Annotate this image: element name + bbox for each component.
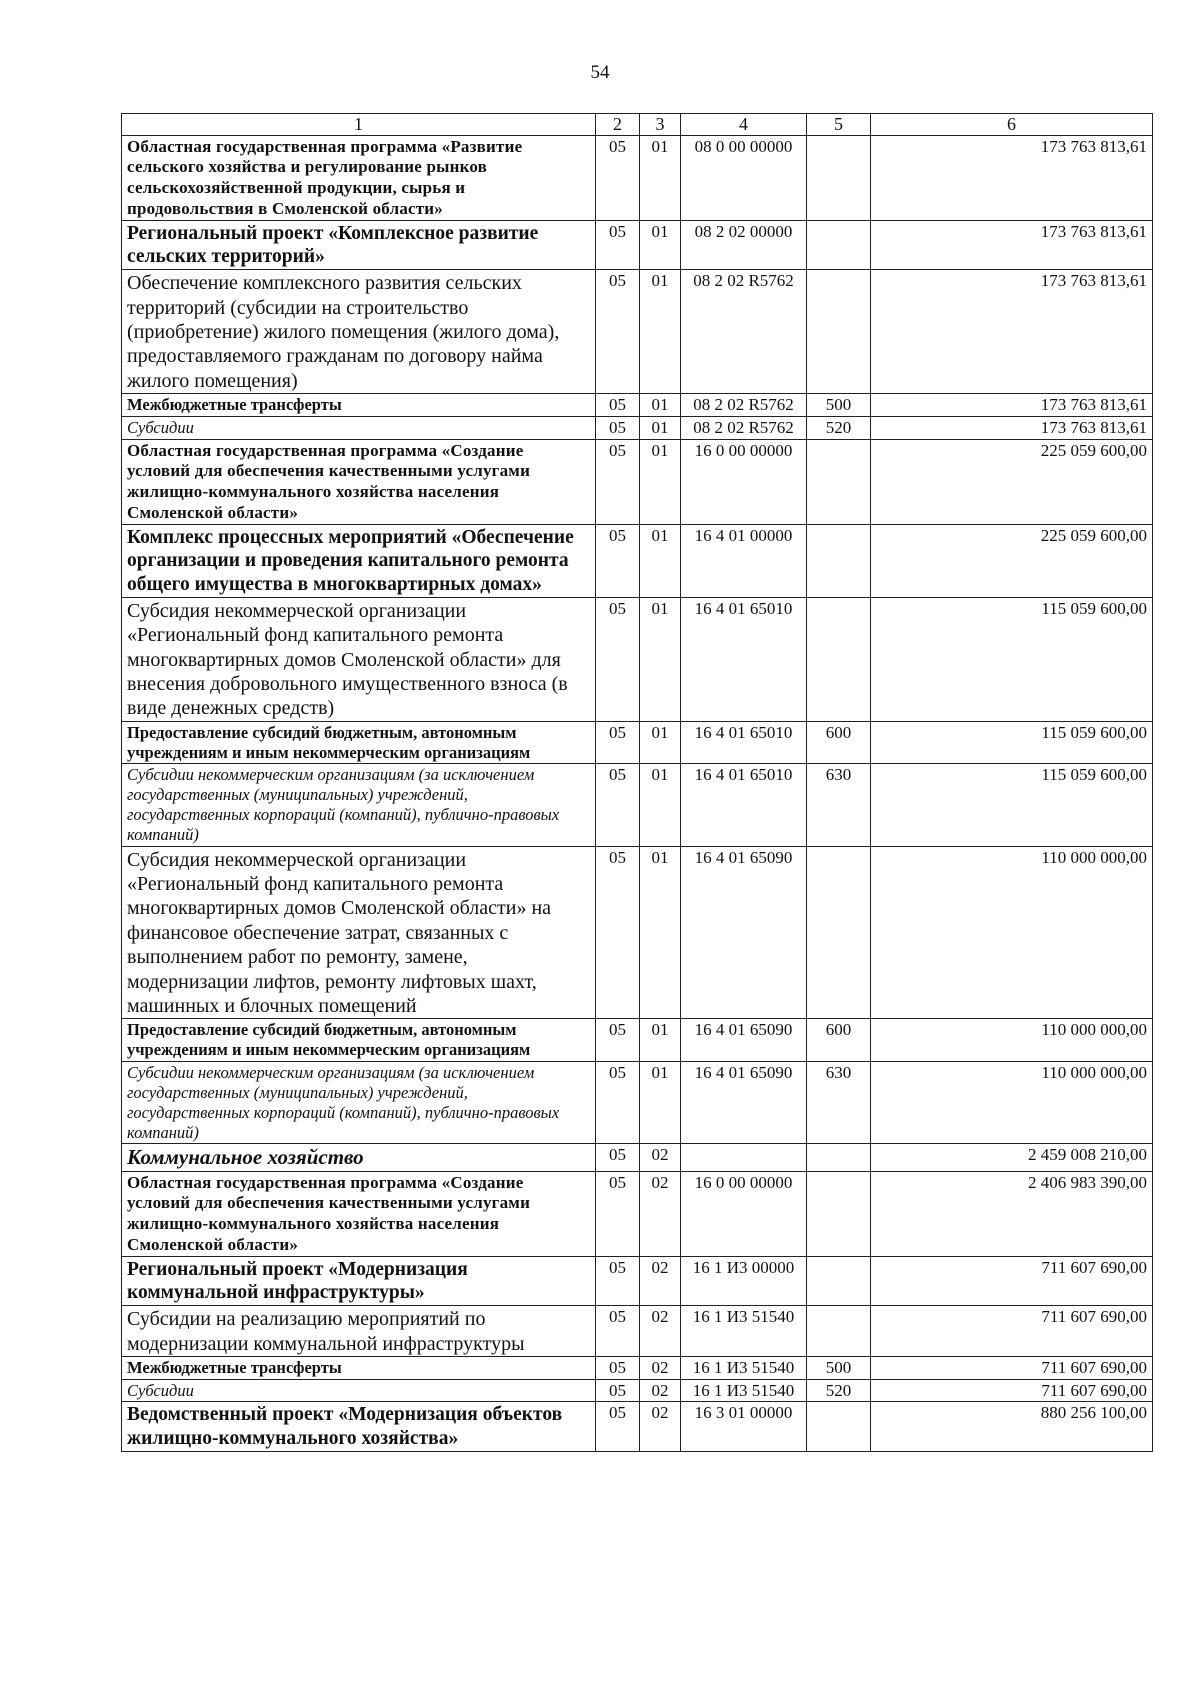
row-name-cell: Субсидии	[122, 1379, 596, 1402]
amount-cell: 225 059 600,00	[871, 439, 1153, 524]
section-code-cell: 05	[596, 1019, 640, 1061]
amount-cell: 110 000 000,00	[871, 846, 1153, 1019]
amount-cell: 2 406 983 390,00	[871, 1171, 1153, 1256]
amount-cell: 880 256 100,00	[871, 1402, 1153, 1452]
row-name-cell: Субсидии некоммерческим организациям (за исключением государственных (муниципальных) учреждений, государственных корпораций (компаний), публично-правовых компаний)	[122, 764, 596, 847]
budget-table-body	[122, 114, 1153, 1452]
subsection-code-cell: 01	[640, 135, 681, 220]
row-name-cell: Коммунальное хозяйство	[122, 1144, 596, 1172]
section-code-cell: 05	[596, 1306, 640, 1357]
amount-cell: 173 763 813,61	[871, 135, 1153, 220]
target-article-cell: 16 4 01 65090	[681, 846, 807, 1019]
expense-type-cell	[807, 439, 871, 524]
expense-type-cell	[807, 597, 871, 721]
amount-cell: 711 607 690,00	[871, 1256, 1153, 1306]
target-article-cell: 16 4 01 65090	[681, 1019, 807, 1061]
budget-table	[121, 113, 1153, 1452]
amount-cell: 2 459 008 210,00	[871, 1144, 1153, 1172]
row-name-cell: Субсидия некоммерческой организации «Региональный фонд капитального ремонта многоквартирных домов Смоленской области» на финансовое обеспечение затрат, связанных с выполнением работ по ремонту, замене, модернизации лифтов, ремонту лифтовых шахт, машинных и блочных помещений	[122, 846, 596, 1019]
row-name-cell: Субсидии	[122, 416, 596, 439]
section-code-cell: 05	[596, 597, 640, 721]
subsection-code-cell: 01	[640, 270, 681, 394]
row-name-cell: Областная государственная программа «Развитие сельского хозяйства и регулирование рынков сельскохозяйственной продукции, сырья и продовольствия в Смоленской области»	[122, 135, 596, 220]
table-row	[122, 220, 1153, 270]
subsection-code-cell: 01	[640, 416, 681, 439]
table-row	[122, 721, 1153, 763]
row-name-cell: Субсидия некоммерческой организации «Региональный фонд капитального ремонта многоквартирных домов Смоленской области» для внесения добровольного имущественного взноса (в виде денежных средств)	[122, 597, 596, 721]
row-name-cell: Региональный проект «Модернизация коммунальной инфраструктуры»	[122, 1256, 596, 1306]
expense-type-cell	[807, 270, 871, 394]
target-article-cell: 16 4 01 65010	[681, 721, 807, 763]
row-name-cell: Комплекс процессных мероприятий «Обеспечение организации и проведения капитального ремонта общего имущества в многоквартирных домах»	[122, 524, 596, 597]
row-name-cell: Областная государственная программа «Создание условий для обеспечения качественными услугами жилищно-коммунального хозяйства населения Смоленской области»	[122, 439, 596, 524]
amount-cell: 173 763 813,61	[871, 416, 1153, 439]
subsection-code-cell: 02	[640, 1306, 681, 1357]
section-code-cell: 05	[596, 416, 640, 439]
expense-type-cell	[807, 846, 871, 1019]
section-code-cell: 05	[596, 524, 640, 597]
amount-cell: 115 059 600,00	[871, 721, 1153, 763]
table-row	[122, 416, 1153, 439]
target-article-cell: 08 2 02 R5762	[681, 394, 807, 417]
header-col-1: 1	[122, 114, 596, 136]
expense-type-cell	[807, 220, 871, 270]
amount-cell: 110 000 000,00	[871, 1061, 1153, 1144]
amount-cell: 115 059 600,00	[871, 764, 1153, 847]
amount-cell: 711 607 690,00	[871, 1306, 1153, 1357]
expense-type-cell	[807, 1306, 871, 1357]
amount-cell: 711 607 690,00	[871, 1379, 1153, 1402]
amount-cell: 225 059 600,00	[871, 524, 1153, 597]
row-name-cell: Субсидии на реализацию мероприятий по модернизации коммунальной инфраструктуры	[122, 1306, 596, 1357]
expense-type-cell	[807, 1256, 871, 1306]
section-code-cell: 05	[596, 394, 640, 417]
target-article-cell: 16 0 00 00000	[681, 1171, 807, 1256]
section-code-cell: 05	[596, 1061, 640, 1144]
expense-type-cell	[807, 135, 871, 220]
target-article-cell: 16 1 И3 51540	[681, 1356, 807, 1379]
row-name-cell: Межбюджетные трансферты	[122, 1356, 596, 1379]
target-article-cell: 16 1 И3 51540	[681, 1379, 807, 1402]
subsection-code-cell: 01	[640, 597, 681, 721]
row-name-cell: Ведомственный проект «Модернизация объектов жилищно-коммунального хозяйства»	[122, 1402, 596, 1452]
header-col-2: 2	[596, 114, 640, 136]
header-col-3: 3	[640, 114, 681, 136]
target-article-cell: 08 2 02 R5762	[681, 416, 807, 439]
section-code-cell: 05	[596, 846, 640, 1019]
target-article-cell: 16 4 01 65010	[681, 764, 807, 847]
table-row	[122, 270, 1153, 394]
subsection-code-cell: 01	[640, 1019, 681, 1061]
subsection-code-cell: 02	[640, 1171, 681, 1256]
amount-cell: 110 000 000,00	[871, 1019, 1153, 1061]
section-code-cell: 05	[596, 270, 640, 394]
subsection-code-cell: 01	[640, 394, 681, 417]
section-code-cell: 05	[596, 764, 640, 847]
row-name-cell: Обеспечение комплексного развития сельских территорий (субсидии на строительство (приобретение) жилого помещения (жилого дома), предоставляемого гражданам по договору найма жилого помещения)	[122, 270, 596, 394]
target-article-cell: 08 0 00 00000	[681, 135, 807, 220]
table-row	[122, 1061, 1153, 1144]
expense-type-cell: 520	[807, 1379, 871, 1402]
section-code-cell: 05	[596, 220, 640, 270]
table-row	[122, 439, 1153, 524]
subsection-code-cell: 01	[640, 439, 681, 524]
section-code-cell: 05	[596, 721, 640, 763]
section-code-cell: 05	[596, 1356, 640, 1379]
row-name-cell: Региональный проект «Комплексное развитие сельских территорий»	[122, 220, 596, 270]
table-row	[122, 846, 1153, 1019]
table-row	[122, 597, 1153, 721]
amount-cell: 115 059 600,00	[871, 597, 1153, 721]
header-col-6: 6	[871, 114, 1153, 136]
subsection-code-cell: 02	[640, 1379, 681, 1402]
amount-cell: 173 763 813,61	[871, 220, 1153, 270]
expense-type-cell: 500	[807, 1356, 871, 1379]
expense-type-cell	[807, 1402, 871, 1452]
table-row	[122, 1256, 1153, 1306]
target-article-cell: 16 1 И3 00000	[681, 1256, 807, 1306]
subsection-code-cell: 01	[640, 220, 681, 270]
target-article-cell: 08 2 02 R5762	[681, 270, 807, 394]
amount-cell: 711 607 690,00	[871, 1356, 1153, 1379]
expense-type-cell: 630	[807, 764, 871, 847]
row-name-cell: Предоставление субсидий бюджетным, автономным учреждениям и иным некоммерческим организациям	[122, 1019, 596, 1061]
target-article-cell: 16 4 01 00000	[681, 524, 807, 597]
subsection-code-cell: 02	[640, 1356, 681, 1379]
target-article-cell: 16 0 00 00000	[681, 439, 807, 524]
table-row	[122, 394, 1153, 417]
subsection-code-cell: 01	[640, 524, 681, 597]
expense-type-cell	[807, 1171, 871, 1256]
subsection-code-cell: 02	[640, 1402, 681, 1452]
subsection-code-cell: 01	[640, 846, 681, 1019]
subsection-code-cell: 01	[640, 764, 681, 847]
target-article-cell: 16 1 И3 51540	[681, 1306, 807, 1357]
expense-type-cell: 500	[807, 394, 871, 417]
row-name-cell: Субсидии некоммерческим организациям (за исключением государственных (муниципальных) учреждений, государственных корпораций (компаний), публично-правовых компаний)	[122, 1061, 596, 1144]
expense-type-cell: 600	[807, 1019, 871, 1061]
table-row	[122, 135, 1153, 220]
section-code-cell: 05	[596, 1402, 640, 1452]
expense-type-cell: 600	[807, 721, 871, 763]
table-row	[122, 1306, 1153, 1357]
section-code-cell: 05	[596, 135, 640, 220]
table-row	[122, 1402, 1153, 1452]
subsection-code-cell: 02	[640, 1256, 681, 1306]
section-code-cell: 05	[596, 1171, 640, 1256]
target-article-cell: 16 4 01 65010	[681, 597, 807, 721]
page-number: 54	[590, 62, 610, 83]
row-name-cell: Межбюджетные трансферты	[122, 394, 596, 417]
subsection-code-cell: 02	[640, 1144, 681, 1172]
subsection-code-cell: 01	[640, 721, 681, 763]
table-row	[122, 1356, 1153, 1379]
expense-type-cell	[807, 524, 871, 597]
section-code-cell: 05	[596, 439, 640, 524]
section-code-cell: 05	[596, 1144, 640, 1172]
header-col-4: 4	[681, 114, 807, 136]
expense-type-cell: 520	[807, 416, 871, 439]
row-name-cell: Областная государственная программа «Создание условий для обеспечения качественными услугами жилищно-коммунального хозяйства населения Смоленской области»	[122, 1171, 596, 1256]
table-row	[122, 1379, 1153, 1402]
section-code-cell: 05	[596, 1256, 640, 1306]
header-col-5: 5	[807, 114, 871, 136]
table-row	[122, 524, 1153, 597]
table-header-row	[122, 114, 1153, 136]
expense-type-cell: 630	[807, 1061, 871, 1144]
table-row	[122, 1019, 1153, 1061]
section-code-cell: 05	[596, 1379, 640, 1402]
expense-type-cell	[807, 1144, 871, 1172]
subsection-code-cell: 01	[640, 1061, 681, 1144]
target-article-cell: 16 4 01 65090	[681, 1061, 807, 1144]
target-article-cell	[681, 1144, 807, 1172]
row-name-cell: Предоставление субсидий бюджетным, автономным учреждениям и иным некоммерческим организациям	[122, 721, 596, 763]
target-article-cell: 16 3 01 00000	[681, 1402, 807, 1452]
table-row	[122, 1144, 1153, 1172]
table-row	[122, 1171, 1153, 1256]
target-article-cell: 08 2 02 00000	[681, 220, 807, 270]
amount-cell: 173 763 813,61	[871, 394, 1153, 417]
amount-cell: 173 763 813,61	[871, 270, 1153, 394]
table-row	[122, 764, 1153, 847]
